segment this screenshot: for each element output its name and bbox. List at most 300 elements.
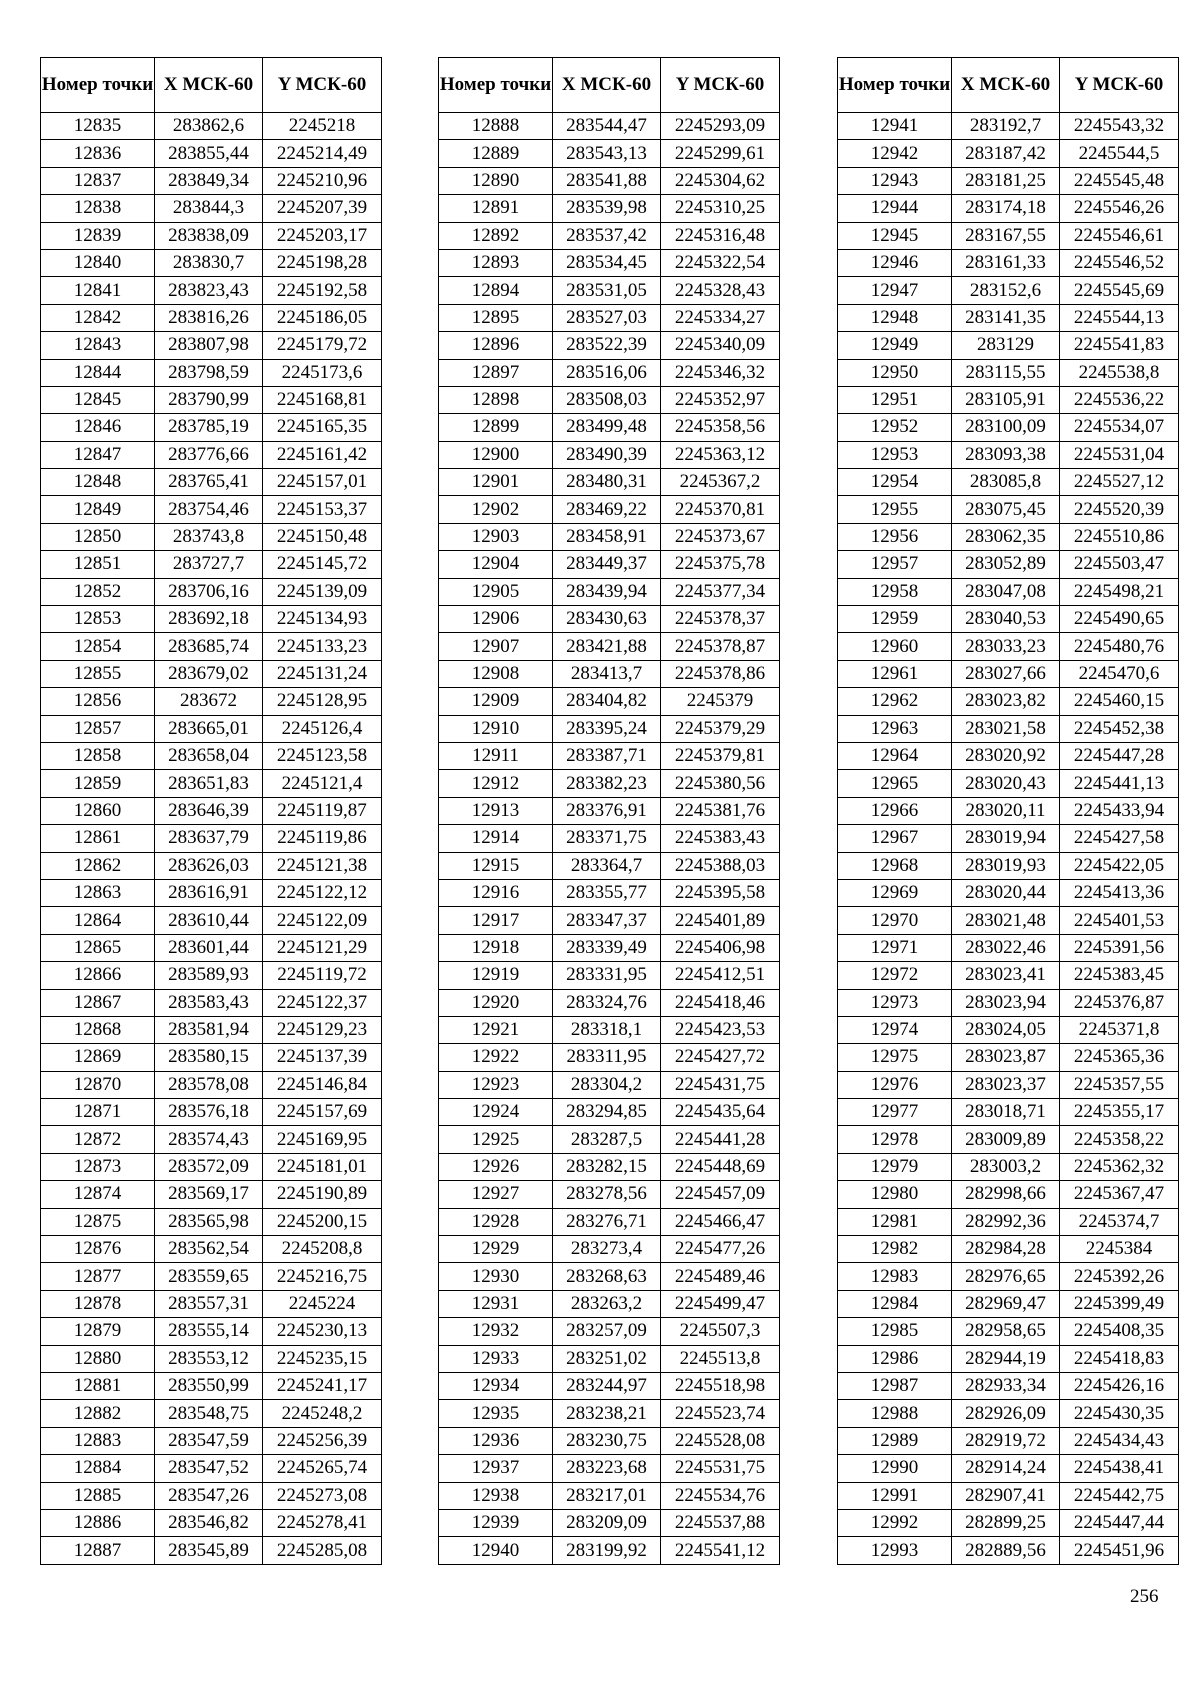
table-row	[439, 1345, 780, 1372]
cell-point-number: 12886	[41, 1509, 155, 1536]
cell-point-number: 12865	[41, 934, 155, 961]
cell-point-number: 12880	[41, 1345, 155, 1372]
cell-y-coordinate: 2245513,8	[661, 1345, 780, 1372]
table-row	[41, 1427, 382, 1454]
table-row	[838, 934, 1179, 961]
cell-y-coordinate: 2245377,34	[661, 578, 780, 605]
cell-x-coordinate: 282969,47	[952, 1290, 1060, 1317]
cell-point-number: 12975	[838, 1044, 952, 1071]
cell-x-coordinate: 283105,91	[952, 386, 1060, 413]
cell-x-coordinate: 283458,91	[553, 523, 661, 550]
cell-y-coordinate: 2245520,39	[1060, 496, 1179, 523]
cell-y-coordinate: 2245145,72	[263, 551, 382, 578]
cell-y-coordinate: 2245507,3	[661, 1318, 780, 1345]
cell-y-coordinate: 2245438,41	[1060, 1455, 1179, 1482]
coordinates-table-1	[40, 57, 382, 1565]
cell-point-number: 12871	[41, 1099, 155, 1126]
cell-y-coordinate: 2245536,22	[1060, 386, 1179, 413]
cell-y-coordinate: 2245256,39	[263, 1427, 382, 1454]
cell-y-coordinate: 2245470,6	[1060, 660, 1179, 687]
table-row	[838, 797, 1179, 824]
cell-y-coordinate: 2245499,47	[661, 1290, 780, 1317]
table-row	[838, 551, 1179, 578]
cell-point-number: 12855	[41, 660, 155, 687]
cell-x-coordinate: 283576,18	[155, 1099, 263, 1126]
cell-y-coordinate: 2245441,13	[1060, 770, 1179, 797]
table-row	[838, 688, 1179, 715]
cell-y-coordinate: 2245383,43	[661, 825, 780, 852]
cell-point-number: 12875	[41, 1208, 155, 1235]
cell-x-coordinate: 283395,24	[553, 715, 661, 742]
table-row	[838, 523, 1179, 550]
cell-x-coordinate: 283823,43	[155, 277, 263, 304]
cell-y-coordinate: 2245544,13	[1060, 304, 1179, 331]
cell-point-number: 12973	[838, 989, 952, 1016]
table-row	[439, 1071, 780, 1098]
cell-y-coordinate: 2245192,58	[263, 277, 382, 304]
cell-x-coordinate: 283480,31	[553, 469, 661, 496]
cell-x-coordinate: 283282,15	[553, 1153, 661, 1180]
cell-y-coordinate: 2245357,55	[1060, 1071, 1179, 1098]
cell-x-coordinate: 283816,26	[155, 304, 263, 331]
cell-y-coordinate: 2245480,76	[1060, 633, 1179, 660]
cell-y-coordinate: 2245122,37	[263, 989, 382, 1016]
cell-y-coordinate: 2245235,15	[263, 1345, 382, 1372]
table-row	[439, 1318, 780, 1345]
cell-x-coordinate: 283544,47	[553, 113, 661, 140]
cell-x-coordinate: 283785,19	[155, 414, 263, 441]
table-row	[439, 852, 780, 879]
cell-y-coordinate: 2245451,96	[1060, 1537, 1179, 1564]
table-row	[439, 113, 780, 140]
table-row	[41, 1126, 382, 1153]
table-row	[439, 1181, 780, 1208]
cell-y-coordinate: 2245442,75	[1060, 1482, 1179, 1509]
cell-y-coordinate: 2245373,67	[661, 523, 780, 550]
cell-point-number: 12992	[838, 1509, 952, 1536]
cell-point-number: 12913	[439, 797, 553, 824]
cell-x-coordinate: 283023,37	[952, 1071, 1060, 1098]
cell-point-number: 12911	[439, 742, 553, 769]
cell-x-coordinate: 283129	[952, 332, 1060, 359]
cell-x-coordinate: 283023,94	[952, 989, 1060, 1016]
table-row	[41, 1537, 382, 1564]
cell-y-coordinate: 2245157,01	[263, 469, 382, 496]
cell-point-number: 12910	[439, 715, 553, 742]
table-row	[41, 222, 382, 249]
table-row	[838, 742, 1179, 769]
table-row	[439, 469, 780, 496]
cell-y-coordinate: 2245384	[1060, 1236, 1179, 1263]
cell-y-coordinate: 2245273,08	[263, 1482, 382, 1509]
table-row	[439, 249, 780, 276]
cell-point-number: 12892	[439, 222, 553, 249]
table-row	[439, 879, 780, 906]
cell-point-number: 12962	[838, 688, 952, 715]
table-row	[41, 825, 382, 852]
cell-y-coordinate: 2245362,32	[1060, 1153, 1179, 1180]
cell-y-coordinate: 2245374,7	[1060, 1208, 1179, 1235]
cell-x-coordinate: 283382,23	[553, 770, 661, 797]
cell-x-coordinate: 283578,08	[155, 1071, 263, 1098]
cell-x-coordinate: 282919,72	[952, 1427, 1060, 1454]
table-row	[838, 1427, 1179, 1454]
cell-y-coordinate: 2245203,17	[263, 222, 382, 249]
cell-x-coordinate: 283199,92	[553, 1537, 661, 1564]
cell-point-number: 12993	[838, 1537, 952, 1564]
cell-y-coordinate: 2245139,09	[263, 578, 382, 605]
cell-x-coordinate: 283651,83	[155, 770, 263, 797]
cell-y-coordinate: 2245546,52	[1060, 249, 1179, 276]
cell-x-coordinate: 283324,76	[553, 989, 661, 1016]
cell-y-coordinate: 2245352,97	[661, 386, 780, 413]
cell-y-coordinate: 2245422,05	[1060, 852, 1179, 879]
cell-point-number: 12979	[838, 1153, 952, 1180]
cell-x-coordinate: 283692,18	[155, 606, 263, 633]
cell-x-coordinate: 283331,95	[553, 962, 661, 989]
cell-y-coordinate: 2245379,81	[661, 742, 780, 769]
table-row	[41, 1482, 382, 1509]
cell-x-coordinate: 283580,15	[155, 1044, 263, 1071]
table-row	[838, 1290, 1179, 1317]
cell-y-coordinate: 2245379,29	[661, 715, 780, 742]
cell-point-number: 12937	[439, 1455, 553, 1482]
cell-point-number: 12990	[838, 1455, 952, 1482]
cell-y-coordinate: 2245119,72	[263, 962, 382, 989]
table-row	[838, 469, 1179, 496]
cell-point-number: 12984	[838, 1290, 952, 1317]
table-row	[838, 386, 1179, 413]
table-row	[838, 1016, 1179, 1043]
cell-point-number: 12953	[838, 441, 952, 468]
table-row	[439, 825, 780, 852]
cell-y-coordinate: 2245430,35	[1060, 1400, 1179, 1427]
cell-point-number: 12888	[439, 113, 553, 140]
table-row	[439, 907, 780, 934]
cell-x-coordinate: 283276,71	[553, 1208, 661, 1235]
cell-y-coordinate: 2245363,12	[661, 441, 780, 468]
table-row	[41, 1181, 382, 1208]
cell-x-coordinate: 283516,06	[553, 359, 661, 386]
cell-x-coordinate: 282889,56	[952, 1537, 1060, 1564]
cell-point-number: 12944	[838, 195, 952, 222]
cell-point-number: 12928	[439, 1208, 553, 1235]
cell-x-coordinate: 282992,36	[952, 1208, 1060, 1235]
cell-point-number: 12912	[439, 770, 553, 797]
cell-x-coordinate: 283547,52	[155, 1455, 263, 1482]
cell-y-coordinate: 2245378,87	[661, 633, 780, 660]
table-row	[838, 359, 1179, 386]
cell-y-coordinate: 2245122,12	[263, 879, 382, 906]
cell-point-number: 12839	[41, 222, 155, 249]
cell-y-coordinate: 2245322,54	[661, 249, 780, 276]
cell-x-coordinate: 283027,66	[952, 660, 1060, 687]
cell-y-coordinate: 2245165,35	[263, 414, 382, 441]
cell-point-number: 12915	[439, 852, 553, 879]
cell-y-coordinate: 2245490,65	[1060, 606, 1179, 633]
cell-y-coordinate: 2245412,51	[661, 962, 780, 989]
cell-y-coordinate: 2245378,37	[661, 606, 780, 633]
cell-x-coordinate: 283601,44	[155, 934, 263, 961]
cell-point-number: 12894	[439, 277, 553, 304]
cell-y-coordinate: 2245489,46	[661, 1263, 780, 1290]
cell-y-coordinate: 2245518,98	[661, 1372, 780, 1399]
cell-point-number: 12900	[439, 441, 553, 468]
cell-y-coordinate: 2245316,48	[661, 222, 780, 249]
cell-point-number: 12985	[838, 1318, 952, 1345]
cell-y-coordinate: 2245447,44	[1060, 1509, 1179, 1536]
cell-y-coordinate: 2245395,58	[661, 879, 780, 906]
cell-point-number: 12860	[41, 797, 155, 824]
cell-point-number: 12924	[439, 1099, 553, 1126]
cell-y-coordinate: 2245545,48	[1060, 167, 1179, 194]
cell-x-coordinate: 283268,63	[553, 1263, 661, 1290]
cell-point-number: 12874	[41, 1181, 155, 1208]
cell-point-number: 12969	[838, 879, 952, 906]
header-y-coordinate: Y МСК-60	[1060, 58, 1179, 113]
cell-x-coordinate: 283287,5	[553, 1126, 661, 1153]
table-row	[439, 660, 780, 687]
cell-y-coordinate: 2245426,16	[1060, 1372, 1179, 1399]
cell-point-number: 12942	[838, 140, 952, 167]
table-header-row	[439, 58, 780, 113]
cell-y-coordinate: 2245401,53	[1060, 907, 1179, 934]
table-row	[439, 1236, 780, 1263]
table-row	[439, 1099, 780, 1126]
cell-point-number: 12873	[41, 1153, 155, 1180]
cell-x-coordinate: 283020,92	[952, 742, 1060, 769]
table-row	[41, 660, 382, 687]
cell-y-coordinate: 2245541,83	[1060, 332, 1179, 359]
cell-point-number: 12852	[41, 578, 155, 605]
cell-point-number: 12919	[439, 962, 553, 989]
cell-point-number: 12939	[439, 1509, 553, 1536]
cell-point-number: 12893	[439, 249, 553, 276]
cell-x-coordinate: 283311,95	[553, 1044, 661, 1071]
cell-point-number: 12923	[439, 1071, 553, 1098]
cell-y-coordinate: 2245401,89	[661, 907, 780, 934]
table-row	[41, 934, 382, 961]
cell-x-coordinate: 283223,68	[553, 1455, 661, 1482]
table-row	[838, 660, 1179, 687]
cell-x-coordinate: 283273,4	[553, 1236, 661, 1263]
cell-x-coordinate: 283230,75	[553, 1427, 661, 1454]
header-x-coordinate: X МСК-60	[155, 58, 263, 113]
cell-x-coordinate: 283531,05	[553, 277, 661, 304]
cell-point-number: 12989	[838, 1427, 952, 1454]
table-row	[439, 633, 780, 660]
cell-y-coordinate: 2245371,8	[1060, 1016, 1179, 1043]
cell-y-coordinate: 2245406,98	[661, 934, 780, 961]
table-row	[439, 441, 780, 468]
cell-x-coordinate: 283209,09	[553, 1509, 661, 1536]
cell-point-number: 12884	[41, 1455, 155, 1482]
cell-point-number: 12986	[838, 1345, 952, 1372]
cell-point-number: 12885	[41, 1482, 155, 1509]
table-row	[41, 770, 382, 797]
table-row	[838, 1153, 1179, 1180]
cell-x-coordinate: 283565,98	[155, 1208, 263, 1235]
cell-y-coordinate: 2245391,56	[1060, 934, 1179, 961]
coordinates-table-3	[837, 57, 1179, 1565]
cell-y-coordinate: 2245173,6	[263, 359, 382, 386]
cell-point-number: 12921	[439, 1016, 553, 1043]
cell-point-number: 12926	[439, 1153, 553, 1180]
table-row	[439, 742, 780, 769]
table-row	[41, 1071, 382, 1098]
cell-x-coordinate: 283174,18	[952, 195, 1060, 222]
cell-point-number: 12872	[41, 1126, 155, 1153]
cell-y-coordinate: 2245523,74	[661, 1400, 780, 1427]
cell-y-coordinate: 2245541,12	[661, 1537, 780, 1564]
cell-x-coordinate: 283539,98	[553, 195, 661, 222]
table-row	[838, 167, 1179, 194]
cell-y-coordinate: 2245378,86	[661, 660, 780, 687]
table-row	[41, 1153, 382, 1180]
cell-x-coordinate: 283537,42	[553, 222, 661, 249]
cell-y-coordinate: 2245133,23	[263, 633, 382, 660]
cell-point-number: 12887	[41, 1537, 155, 1564]
cell-y-coordinate: 2245126,4	[263, 715, 382, 742]
table-row	[838, 715, 1179, 742]
cell-x-coordinate: 283569,17	[155, 1181, 263, 1208]
table-row	[439, 715, 780, 742]
table-row	[838, 1509, 1179, 1536]
cell-point-number: 12945	[838, 222, 952, 249]
cell-x-coordinate: 283449,37	[553, 551, 661, 578]
table-row	[439, 1427, 780, 1454]
cell-point-number: 12949	[838, 332, 952, 359]
cell-point-number: 12877	[41, 1263, 155, 1290]
cell-x-coordinate: 283371,75	[553, 825, 661, 852]
cell-point-number: 12971	[838, 934, 952, 961]
cell-x-coordinate: 283251,02	[553, 1345, 661, 1372]
cell-point-number: 12889	[439, 140, 553, 167]
table-row	[838, 414, 1179, 441]
cell-point-number: 12899	[439, 414, 553, 441]
table-row	[838, 249, 1179, 276]
cell-x-coordinate: 283646,39	[155, 797, 263, 824]
table-row	[41, 140, 382, 167]
cell-y-coordinate: 2245543,32	[1060, 113, 1179, 140]
table-row	[41, 1263, 382, 1290]
cell-y-coordinate: 2245200,15	[263, 1208, 382, 1235]
cell-y-coordinate: 2245346,32	[661, 359, 780, 386]
cell-y-coordinate: 2245441,28	[661, 1126, 780, 1153]
table-row	[838, 441, 1179, 468]
cell-x-coordinate: 282984,28	[952, 1236, 1060, 1263]
table-row	[838, 606, 1179, 633]
cell-x-coordinate: 283548,75	[155, 1400, 263, 1427]
cell-point-number: 12936	[439, 1427, 553, 1454]
cell-y-coordinate: 2245334,27	[661, 304, 780, 331]
table-row	[439, 1482, 780, 1509]
cell-x-coordinate: 283192,7	[952, 113, 1060, 140]
cell-y-coordinate: 2245388,03	[661, 852, 780, 879]
cell-x-coordinate: 283439,94	[553, 578, 661, 605]
cell-point-number: 12843	[41, 332, 155, 359]
cell-y-coordinate: 2245418,46	[661, 989, 780, 1016]
cell-point-number: 12946	[838, 249, 952, 276]
cell-point-number: 12902	[439, 496, 553, 523]
table-row	[41, 715, 382, 742]
cell-y-coordinate: 2245545,69	[1060, 277, 1179, 304]
table-row	[838, 962, 1179, 989]
cell-point-number: 12901	[439, 469, 553, 496]
table-row	[439, 1509, 780, 1536]
cell-y-coordinate: 2245537,88	[661, 1509, 780, 1536]
cell-y-coordinate: 2245427,58	[1060, 825, 1179, 852]
cell-x-coordinate: 283562,54	[155, 1236, 263, 1263]
cell-y-coordinate: 2245531,75	[661, 1455, 780, 1482]
table-row	[41, 1044, 382, 1071]
table-row	[439, 989, 780, 1016]
table-row	[838, 1044, 1179, 1071]
cell-x-coordinate: 283706,16	[155, 578, 263, 605]
cell-point-number: 12972	[838, 962, 952, 989]
cell-point-number: 12978	[838, 1126, 952, 1153]
table-row	[439, 606, 780, 633]
table-row	[41, 386, 382, 413]
cell-y-coordinate: 2245460,15	[1060, 688, 1179, 715]
cell-x-coordinate: 283187,42	[952, 140, 1060, 167]
cell-y-coordinate: 2245304,62	[661, 167, 780, 194]
cell-point-number: 12866	[41, 962, 155, 989]
cell-y-coordinate: 2245528,08	[661, 1427, 780, 1454]
table-row	[838, 140, 1179, 167]
table-row	[41, 688, 382, 715]
cell-point-number: 12864	[41, 907, 155, 934]
cell-point-number: 12956	[838, 523, 952, 550]
cell-point-number: 12835	[41, 113, 155, 140]
table-row	[838, 1263, 1179, 1290]
cell-point-number: 12849	[41, 496, 155, 523]
cell-x-coordinate: 283855,44	[155, 140, 263, 167]
coordinates-table-2	[438, 57, 780, 1565]
cell-x-coordinate: 283559,65	[155, 1263, 263, 1290]
table-row	[41, 633, 382, 660]
cell-point-number: 12840	[41, 249, 155, 276]
cell-x-coordinate: 283844,3	[155, 195, 263, 222]
cell-y-coordinate: 2245179,72	[263, 332, 382, 359]
cell-point-number: 12916	[439, 879, 553, 906]
header-point-number: Номер точки	[41, 58, 155, 113]
cell-y-coordinate: 2245224	[263, 1290, 382, 1317]
cell-y-coordinate: 2245435,64	[661, 1099, 780, 1126]
table-row	[439, 770, 780, 797]
cell-y-coordinate: 2245146,84	[263, 1071, 382, 1098]
table-row	[41, 332, 382, 359]
table-row	[838, 852, 1179, 879]
table-row	[838, 879, 1179, 906]
cell-point-number: 12976	[838, 1071, 952, 1098]
table-row	[439, 359, 780, 386]
table-row	[838, 113, 1179, 140]
cell-point-number: 12983	[838, 1263, 952, 1290]
cell-point-number: 12952	[838, 414, 952, 441]
cell-y-coordinate: 2245544,5	[1060, 140, 1179, 167]
cell-x-coordinate: 283033,23	[952, 633, 1060, 660]
table-row	[41, 578, 382, 605]
cell-x-coordinate: 282899,25	[952, 1509, 1060, 1536]
cell-y-coordinate: 2245423,53	[661, 1016, 780, 1043]
cell-x-coordinate: 283257,09	[553, 1318, 661, 1345]
cell-y-coordinate: 2245447,28	[1060, 742, 1179, 769]
cell-y-coordinate: 2245119,87	[263, 797, 382, 824]
cell-x-coordinate: 283413,7	[553, 660, 661, 687]
cell-point-number: 12845	[41, 386, 155, 413]
cell-point-number: 12922	[439, 1044, 553, 1071]
